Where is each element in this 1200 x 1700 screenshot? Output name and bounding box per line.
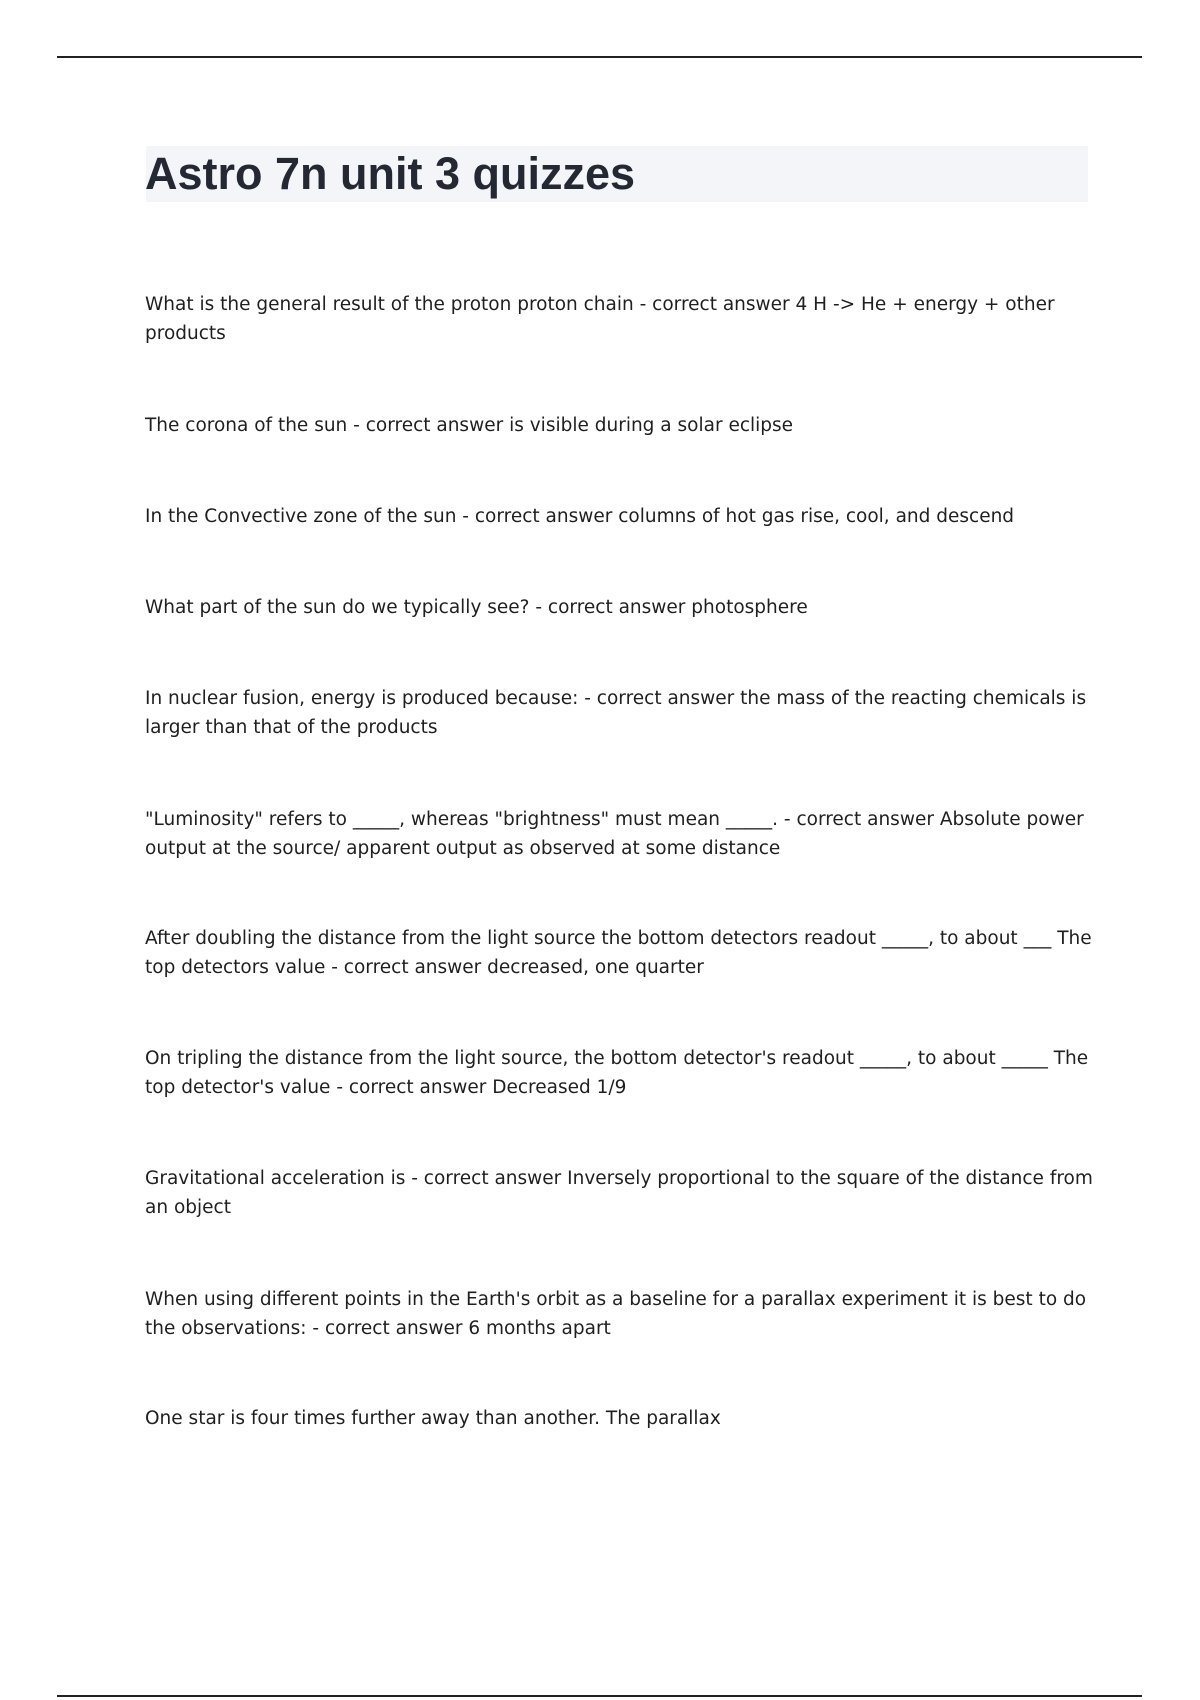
qa-item-3: In the Convective zone of the sun - correct answer columns of hot gas rise, cool, and descend xyxy=(145,506,1015,527)
qa-item-8: On tripling the distance from the light source, the bottom detector's readout _____, to about _____ The top detector's value - correct answer Decreased 1/9 xyxy=(145,1048,1089,1098)
qa-item-2: The corona of the sun - correct answer is visible during a solar eclipse xyxy=(145,415,794,436)
qa-item-5: In nuclear fusion, energy is produced because: - correct answer the mass of the reacting chemicals is larger than that of the products xyxy=(145,688,1087,738)
qa-item-7: After doubling the distance from the light source the bottom detectors readout _____, to about ___ The top detectors value - correct answer decreased, one quarter xyxy=(145,928,1092,978)
qa-item-4: What part of the sun do we typically see? - correct answer photosphere xyxy=(145,597,808,618)
page-title: Astro 7n unit 3 quizzes xyxy=(145,148,636,199)
qa-item-9: Gravitational acceleration is - correct answer Inversely proportional to the square of the distance from an object xyxy=(145,1168,1093,1218)
qa-item-10: When using different points in the Earth's orbit as a baseline for a parallax experiment it is best to do the observations: - correct answer 6 months apart xyxy=(145,1289,1087,1339)
top-rule xyxy=(57,56,1142,58)
qa-item-6: "Luminosity" refers to _____, whereas "brightness" must mean _____. - correct answer Absolute power output at the source/ apparent output as observed at some distance xyxy=(145,809,1084,859)
bottom-rule xyxy=(57,1695,1142,1697)
qa-item-1: What is the general result of the proton proton chain - correct answer 4 H -> He + energy + other products xyxy=(145,294,1055,344)
qa-item-11: One star is four times further away than another. The parallax xyxy=(145,1408,721,1429)
